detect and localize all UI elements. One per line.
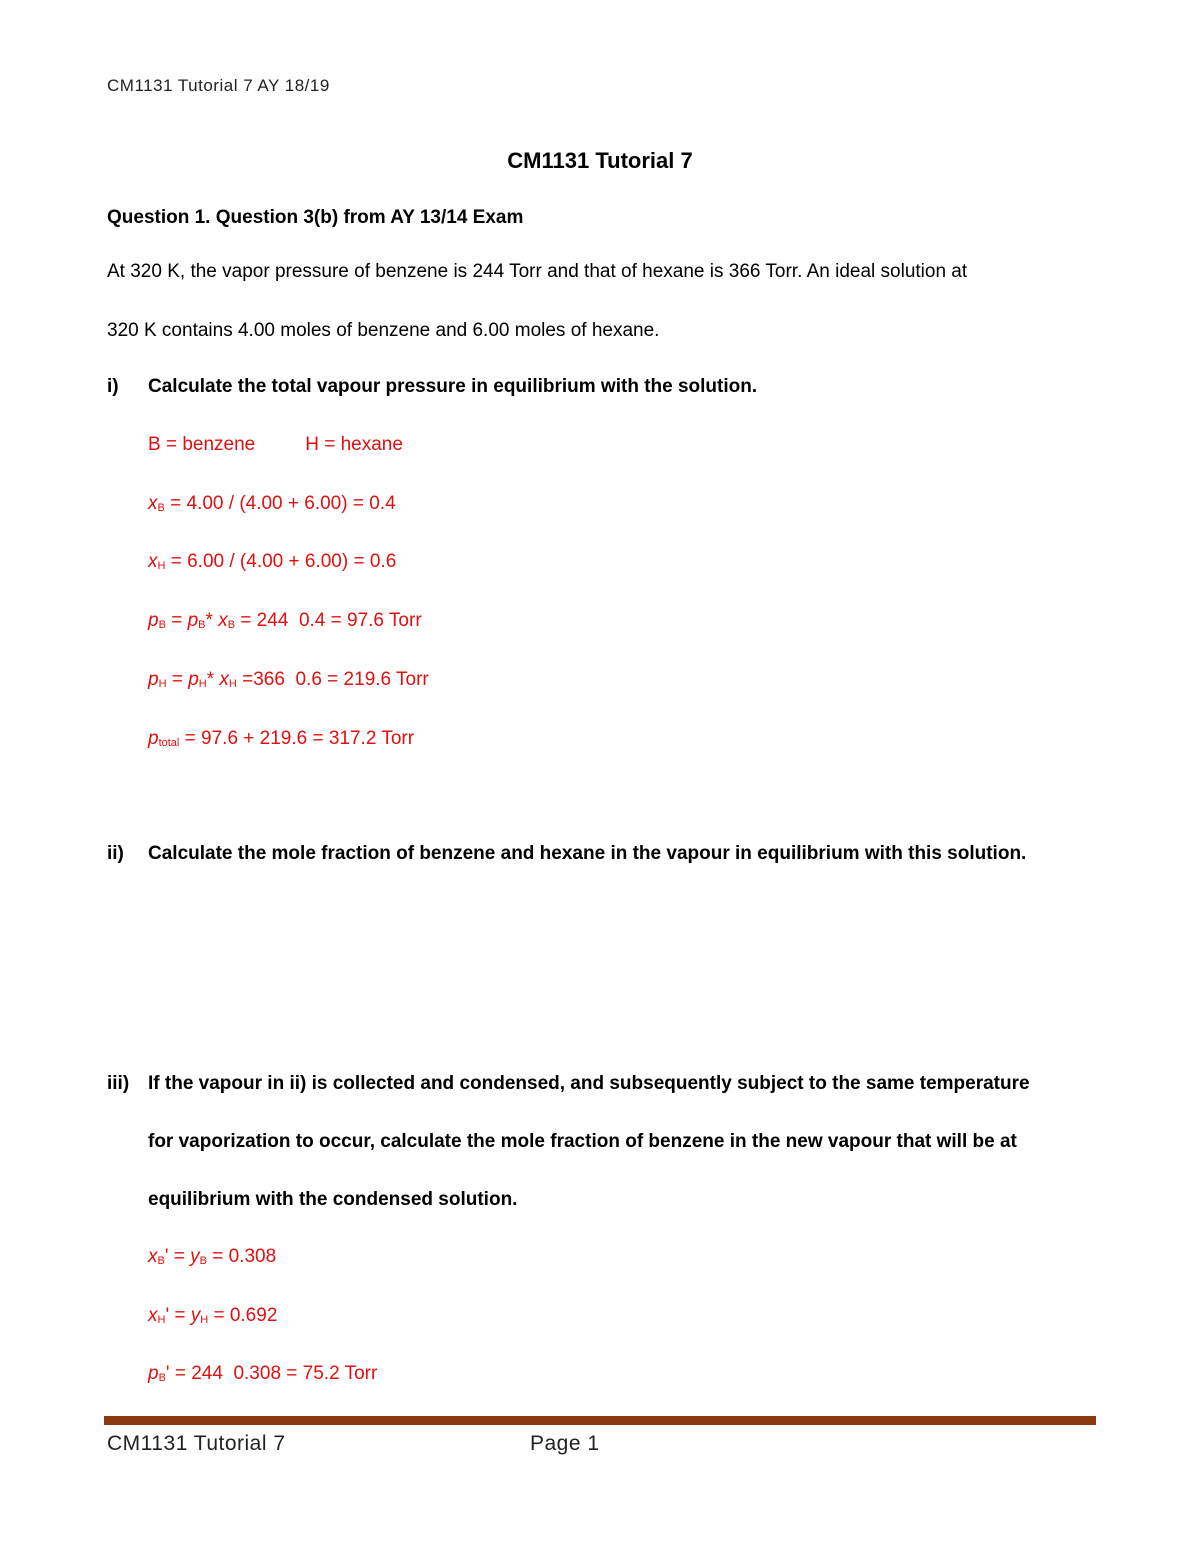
- answer-xb: $x_B = 4.00 / (4.00 + 6.00) = 0.4$: [148, 493, 396, 514]
- part-ii-number: ii): [107, 843, 124, 864]
- answer-xb-prime: $x_B' = y_B = 0.308$: [148, 1246, 277, 1267]
- footer-rule: [104, 1416, 1096, 1425]
- answer-xh-prime: $x_H' = y_H = 0.692$: [148, 1305, 278, 1326]
- page-header: CM1131 Tutorial 7 AY 18/19: [107, 76, 330, 95]
- question-intro-line1: At 320 K, the vapor pressure of benzene is 244 Torr and that of hexane is 366 Torr. An ideal solution at: [107, 261, 968, 282]
- part-iii-question-line3: equilibrium with the condensed solution.: [148, 1189, 518, 1210]
- def-benzene: B = benzene: [148, 434, 256, 455]
- page-number: Page 1: [530, 1432, 600, 1455]
- answer-pb-prime: $p_B' = 244$ 0.308 = 75.2 Torr: [148, 1363, 378, 1384]
- part-ii-question: Calculate the mole fraction of benzene and hexane in the vapour in equilibrium with this solution.: [148, 843, 1027, 864]
- footer-title: CM1131 Tutorial 7: [107, 1432, 286, 1455]
- def-hexane: H = hexane: [305, 434, 403, 455]
- part-iii-question-line2: for vaporization to occur, calculate the mole fraction of benzene in the new vapour that will be at: [148, 1131, 1017, 1152]
- part-iii-number: iii): [107, 1073, 130, 1094]
- document-title: CM1131 Tutorial 7: [507, 148, 693, 173]
- part-i-question: Calculate the total vapour pressure in equilibrium with the solution.: [148, 376, 758, 397]
- answer-ph: $p_H = p_H*$ $x_H =366$ 0.6 = 219.6 Torr: [148, 669, 429, 690]
- answer-ptotal: $p_{total} = 97.6 + 219.6 = 317.2$ Torr: [148, 728, 415, 749]
- answer-definitions: [148, 434, 403, 456]
- answer-xh: $x_H = 6.00 / (4.00 + 6.00) = 0.6$: [148, 551, 397, 572]
- part-iii-question-line1: If the vapour in ii) is collected and condensed, and subsequently subject to the same temperature: [148, 1073, 1030, 1094]
- answer-pb: $p_B = p_B*$ $x_B = 244$ 0.4 = 97.6 Torr: [148, 610, 422, 631]
- question-heading: Question 1. Question 3(b) from AY 13/14 Exam: [107, 207, 524, 228]
- part-i-number: i): [107, 376, 119, 397]
- question-intro-line2: 320 K contains 4.00 moles of benzene and 6.00 moles of hexane.: [107, 320, 660, 341]
